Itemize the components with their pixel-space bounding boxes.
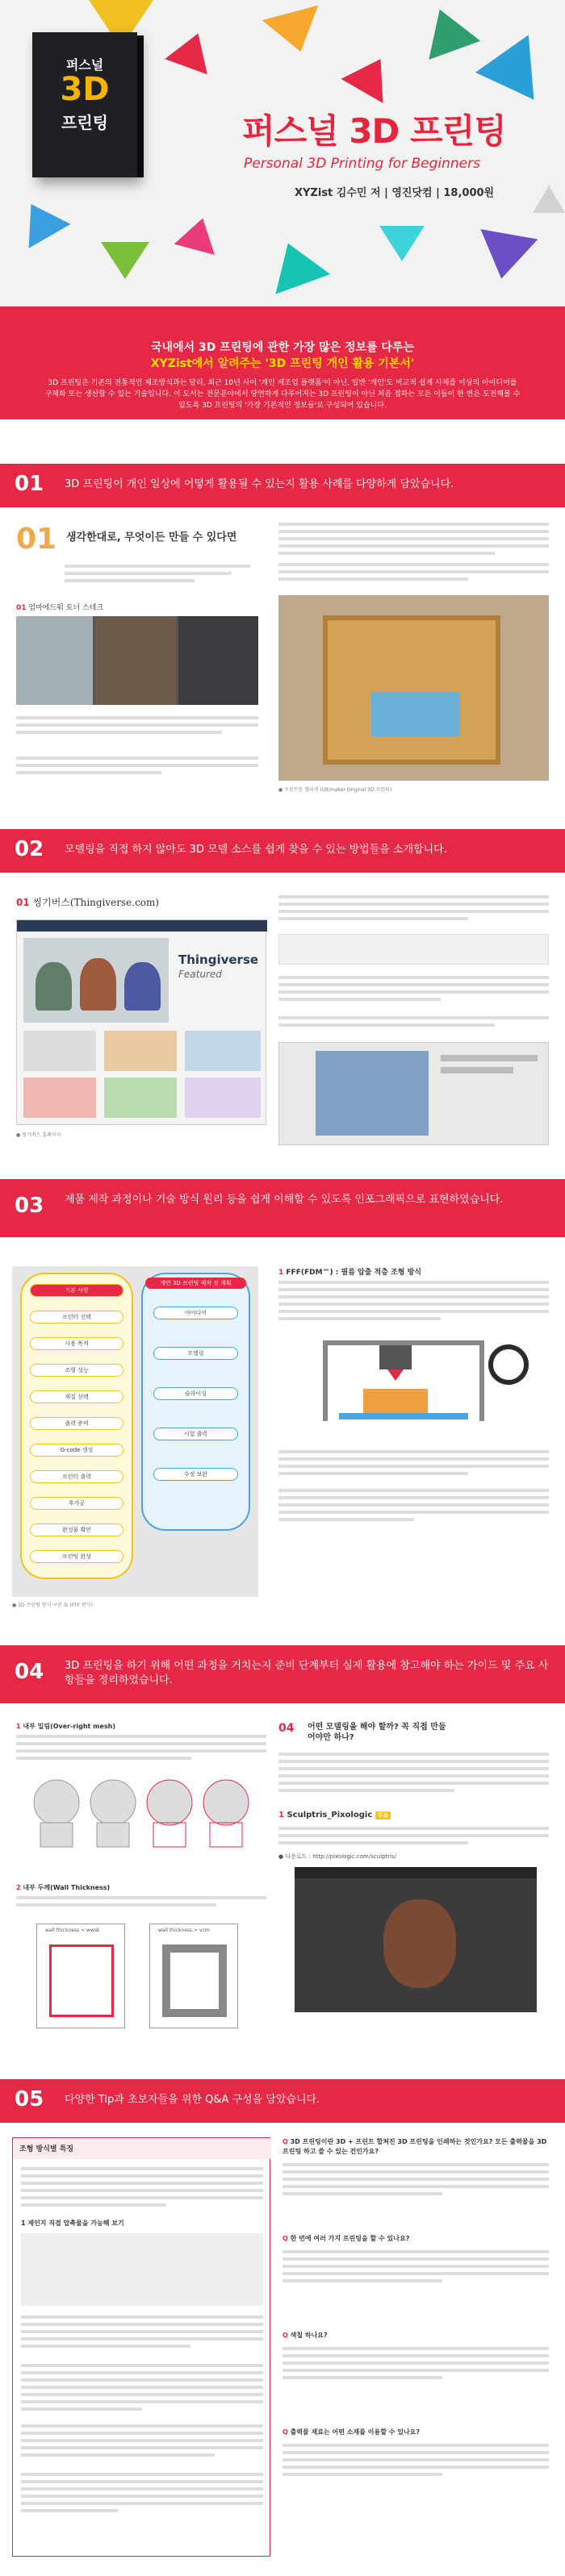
wall-shape — [162, 1945, 227, 2017]
section-number: 02 — [15, 837, 44, 861]
base-model — [40, 1823, 73, 1847]
item-heading — [16, 1722, 115, 1731]
filament-spool — [491, 1347, 526, 1382]
body-text — [278, 523, 549, 555]
book-spine — [137, 35, 144, 177]
body-text — [16, 1735, 266, 1764]
photo-figure — [95, 616, 176, 705]
wall-shape — [49, 1945, 114, 2017]
thumbnail[interactable] — [104, 1078, 177, 1118]
big-number: 01 — [16, 523, 57, 556]
model-bust — [36, 962, 72, 1011]
download-screenshot — [278, 1042, 549, 1145]
sphere-model — [203, 1780, 249, 1825]
fff-number: 1 — [278, 1269, 284, 1277]
flow-step: 사용 목적 — [30, 1337, 123, 1350]
sub-heading-number: 01 — [16, 897, 30, 908]
hero-section — [0, 0, 565, 355]
fff-heading — [278, 1266, 421, 1277]
section-text: 다양한 Tip과 초보자들을 위한 Q&A 구성을 담았습니다. — [65, 2094, 320, 2106]
fff-title: FFF(FDM™) : 필름 압출 적층 조형 방식 — [286, 1269, 421, 1277]
body-text — [21, 2473, 263, 2516]
body-text — [16, 1896, 266, 1911]
flow-step: 모델링 — [153, 1347, 238, 1360]
photo-figure — [16, 616, 93, 705]
body-text — [16, 716, 258, 738]
thumbnail[interactable] — [23, 1031, 96, 1071]
site-navbar — [17, 920, 267, 932]
section-text: 제품 제작 과정이나 기술 방식 원리 등을 쉽게 이해할 수 있도록 인포그래픽으로 표현하였습니다. — [65, 1194, 504, 1206]
qa-item — [282, 2137, 549, 2199]
body-text — [65, 565, 250, 586]
thumbnail[interactable] — [23, 1078, 96, 1118]
section-number: 05 — [15, 2087, 44, 2111]
body-text — [21, 2315, 263, 2352]
extruder — [379, 1345, 412, 1369]
app-toolbar — [295, 1867, 537, 1878]
body-text — [278, 895, 549, 920]
section-01-right — [278, 523, 549, 797]
flow-step: 슬라이싱 — [153, 1387, 238, 1400]
section-heading: 생각한대로, 무엇이든 만들 수 있다면 — [66, 531, 237, 544]
qa-item — [282, 2331, 549, 2383]
book-meta: XYZist 김수민 저 | 영진닷컴 | 18,000원 — [295, 187, 495, 199]
qa-item — [282, 2234, 549, 2286]
section-02-left — [16, 895, 266, 1153]
section-banner-02 — [0, 829, 565, 873]
decor-triangle — [165, 26, 220, 74]
section-04-left — [16, 1722, 266, 2061]
body-text — [278, 1489, 549, 1525]
decor-triangle — [533, 185, 565, 213]
tool-download-link[interactable]: ● 다운로드 : http://pixologic.com/sculptris/ — [278, 1853, 397, 1860]
text-line — [441, 1055, 538, 1061]
item-number: 2 — [16, 1884, 21, 1891]
body-text — [278, 1016, 549, 1031]
qa-question: Q 출력물 재료는 어떤 소재를 이용할 수 있나요? — [282, 2428, 421, 2436]
section-number: 01 — [15, 472, 44, 496]
decor-triangle — [101, 242, 149, 279]
section-banner-05 — [0, 2079, 565, 2123]
section-banner-04 — [0, 1645, 565, 1703]
qa-item — [282, 2428, 549, 2480]
fff-diagram — [291, 1332, 533, 1437]
flow-step: 재질 선택 — [30, 1390, 123, 1403]
flow-step: 조형 성능 — [30, 1364, 123, 1377]
thumbnail[interactable] — [185, 1078, 261, 1118]
qa-question: Q 한 번에 여러 가지 프린팅을 할 수 있나요? — [282, 2235, 410, 2242]
item-number: 1 — [16, 1723, 21, 1730]
body-text — [21, 2364, 263, 2415]
printer-frame — [323, 615, 500, 765]
tool-free-badge: 무료 — [375, 1811, 391, 1819]
qa-list — [282, 2137, 549, 2557]
infographic — [12, 1266, 258, 1597]
section-banner-03 — [0, 1179, 565, 1237]
qa-answer — [282, 2444, 549, 2476]
nozzle — [387, 1369, 404, 1381]
site-grid — [23, 1031, 261, 1119]
photo-caption: ● 프린트한 헬리퀴 (Ultimaker Original 3D 프린터) — [278, 787, 392, 793]
photo-collage — [16, 616, 258, 705]
qa-question: Q 3D 프린팅이란 3D + 프린트 합쳐진 3D 프린팅을 인쇄하는 것인가요? 모든 출력물을 3D 프린팅 하고 쓸 수 있는 건인가요? — [282, 2138, 547, 2155]
tool-title: Sculptris_Pixologic — [287, 1811, 373, 1819]
site-subtitle: Featured — [178, 969, 222, 980]
decor-triangle — [414, 0, 480, 60]
build-plate — [339, 1413, 468, 1419]
flow-step: 시험 출력 — [153, 1428, 238, 1440]
body-text — [278, 1827, 549, 1849]
qa-question: Q 색칠 하나요? — [282, 2332, 328, 2339]
page-subtitle: Personal 3D Printing for Beginners — [244, 156, 480, 172]
book-title-1: 퍼스널 — [65, 57, 104, 73]
sub-heading — [16, 602, 103, 612]
tool-heading — [278, 1811, 391, 1819]
body-text — [278, 976, 549, 1005]
section-text: 3D 프린팅이 개인 일상에 어떻게 활용될 수 있는지 활용 사례를 다양하게 담았습니다. — [65, 478, 454, 490]
qa-answer — [282, 2250, 549, 2282]
thumbnail[interactable] — [185, 1031, 261, 1071]
body-text — [278, 563, 549, 581]
section-02-right — [278, 895, 549, 1153]
base-model — [210, 1823, 242, 1847]
item-title: 내부 두께(Wall Thickness) — [23, 1884, 111, 1891]
body-text — [278, 1281, 549, 1324]
section-number: 03 — [15, 1194, 44, 1218]
photo-figure — [178, 616, 258, 705]
infographic-caption: ● 3D 프린팅 방식 구분 표 (FFF 방식) — [12, 1603, 94, 1608]
model-bust — [124, 962, 161, 1011]
decor-triangle — [475, 21, 558, 99]
intro-line-1: 국내에서 3D 프린팅에 관한 가장 많은 정보를 다루는 — [151, 341, 414, 354]
preview-image — [316, 1051, 429, 1136]
section-number: 04 — [15, 1660, 44, 1684]
tip-box — [12, 2137, 270, 2557]
body-text — [21, 2424, 263, 2461]
sub-heading — [16, 895, 159, 909]
mesh-diagram — [24, 1770, 258, 1859]
print-object — [363, 1389, 428, 1413]
decor-triangle — [261, 233, 330, 294]
gantry — [323, 1340, 484, 1345]
page-title: 퍼스널 3D 프린팅 — [242, 111, 506, 151]
section-text: 모델링을 직접 하지 않아도 3D 모델 소스를 쉽게 찾을 수 있는 방법들을 소개합니다. — [65, 844, 447, 856]
book-title-3: 프린팅 — [61, 113, 108, 132]
sphere-model — [147, 1780, 192, 1825]
flow-step: 프린팅 완성 — [30, 1550, 123, 1563]
sphere-model — [90, 1780, 136, 1825]
base-model — [153, 1823, 186, 1847]
thumbnail[interactable] — [104, 1031, 177, 1071]
question-number: 04 — [278, 1722, 295, 1735]
section-banner-01 — [0, 464, 565, 507]
item-heading — [16, 1883, 110, 1892]
decor-triangle — [10, 192, 71, 248]
section-04-right — [278, 1722, 549, 2061]
flow-step: 완성물 확인 — [30, 1524, 123, 1536]
body-text — [278, 1753, 549, 1796]
tip-title: 조형 방식별 특징 — [19, 2145, 74, 2153]
wall-label: wall thickness > vcm — [158, 1928, 210, 1933]
body-text — [21, 2167, 263, 2211]
item-title: 내부 밀림(Over-right mesh) — [23, 1723, 116, 1730]
wall-label: wall thickness < wwsk — [45, 1928, 100, 1933]
qa-answer — [282, 2347, 549, 2379]
model-bust — [80, 958, 116, 1011]
body-text — [278, 1450, 549, 1479]
flow-step: 아이디어 — [153, 1307, 238, 1319]
intro-band — [0, 306, 565, 419]
flow-step: 프린터 출력 — [30, 1470, 123, 1483]
text-line — [441, 1067, 513, 1073]
decor-triangle — [379, 226, 425, 261]
frame-post — [323, 1340, 328, 1421]
tool-number: 1 — [278, 1811, 284, 1819]
printer-photo — [278, 595, 549, 781]
sphere-model — [34, 1780, 79, 1825]
site-hero-image — [23, 938, 169, 1023]
screenshot-caption: ● 씽기버스 홈페이지 — [16, 1132, 61, 1138]
flow-right-title: 개인 3D 프린팅 제작 전 계획 — [145, 1278, 246, 1289]
flow-step: 수정 보완 — [153, 1468, 238, 1481]
book-cover — [32, 32, 137, 177]
frame-post — [479, 1340, 484, 1421]
sub-heading-title: 씽기버스(Thingiverse.com) — [32, 897, 160, 908]
sculpt-model — [383, 1899, 456, 1988]
flow-step: G-code 생성 — [30, 1444, 123, 1457]
sub-heading-number: 01 — [16, 604, 27, 612]
flow-step: 기본 사항 — [30, 1284, 123, 1297]
question-title: 어떤 모델링을 해야 할까? 꼭 직접 만들어야만 하나? — [308, 1723, 446, 1742]
flow-step: 출력 준비 — [30, 1417, 123, 1430]
flow-step: 후가공 — [30, 1497, 123, 1510]
flow-step: 프린터 선택 — [30, 1311, 123, 1323]
decor-triangle — [473, 229, 538, 284]
base-model — [97, 1823, 129, 1847]
intro-body: 3D 프린팅은 기존의 전통적인 제조방식과는 달리, 최근 10년 사이 '개인 제조업 플랫폼'이 아닌, 일반 '개인'도 비교적 쉽게 사체를 이상의 아이디어를 구체화 또는 생산할 수 있는 기술입니다. 이 도서는 전문분야에서 당연하게 다루어지는 3D 프린팅이 아닌 처음 접하는 모든 이들이 한 번은 도전해볼 수 있도록 3D 프린팅의 '가장 기본적인 정보들'로 구성되어 있습니다. — [44, 379, 521, 410]
sculptris-screenshot — [295, 1867, 537, 2012]
body-text — [16, 757, 258, 778]
book-title-2: 3D — [60, 71, 110, 108]
decor-triangle — [341, 47, 402, 103]
sub-heading-title: 엄마에드워 토너 스테크 — [28, 604, 104, 612]
ui-screenshot — [278, 934, 549, 965]
section-03-right — [278, 1266, 549, 1597]
intro-line-2: XYZist에서 알려주는 '3D 프린팅 개인 활용 기본서' — [150, 357, 415, 370]
decor-triangle — [262, 6, 329, 60]
qa-answer — [282, 2163, 549, 2195]
tip-figure — [21, 2233, 263, 2306]
website-screenshot — [16, 919, 266, 1125]
wall-diagram-a — [36, 1924, 125, 2028]
tip-subtitle: 1 제인지 직접 압축물을 가능해 보기 — [21, 2220, 124, 2227]
site-title: Thingiverse — [178, 952, 259, 967]
decor-triangle — [174, 213, 224, 255]
wall-diagram-b — [149, 1924, 238, 2028]
printer-bed — [371, 692, 460, 736]
section-01-left — [16, 523, 258, 797]
section-text: 3D 프린팅을 하기 위해 어떤 과정을 거치는지 준비 단계부터 실제 활용에 참고해야 하는 가이드 및 주요 사항들을 정리하였습니다. — [65, 1660, 549, 1686]
